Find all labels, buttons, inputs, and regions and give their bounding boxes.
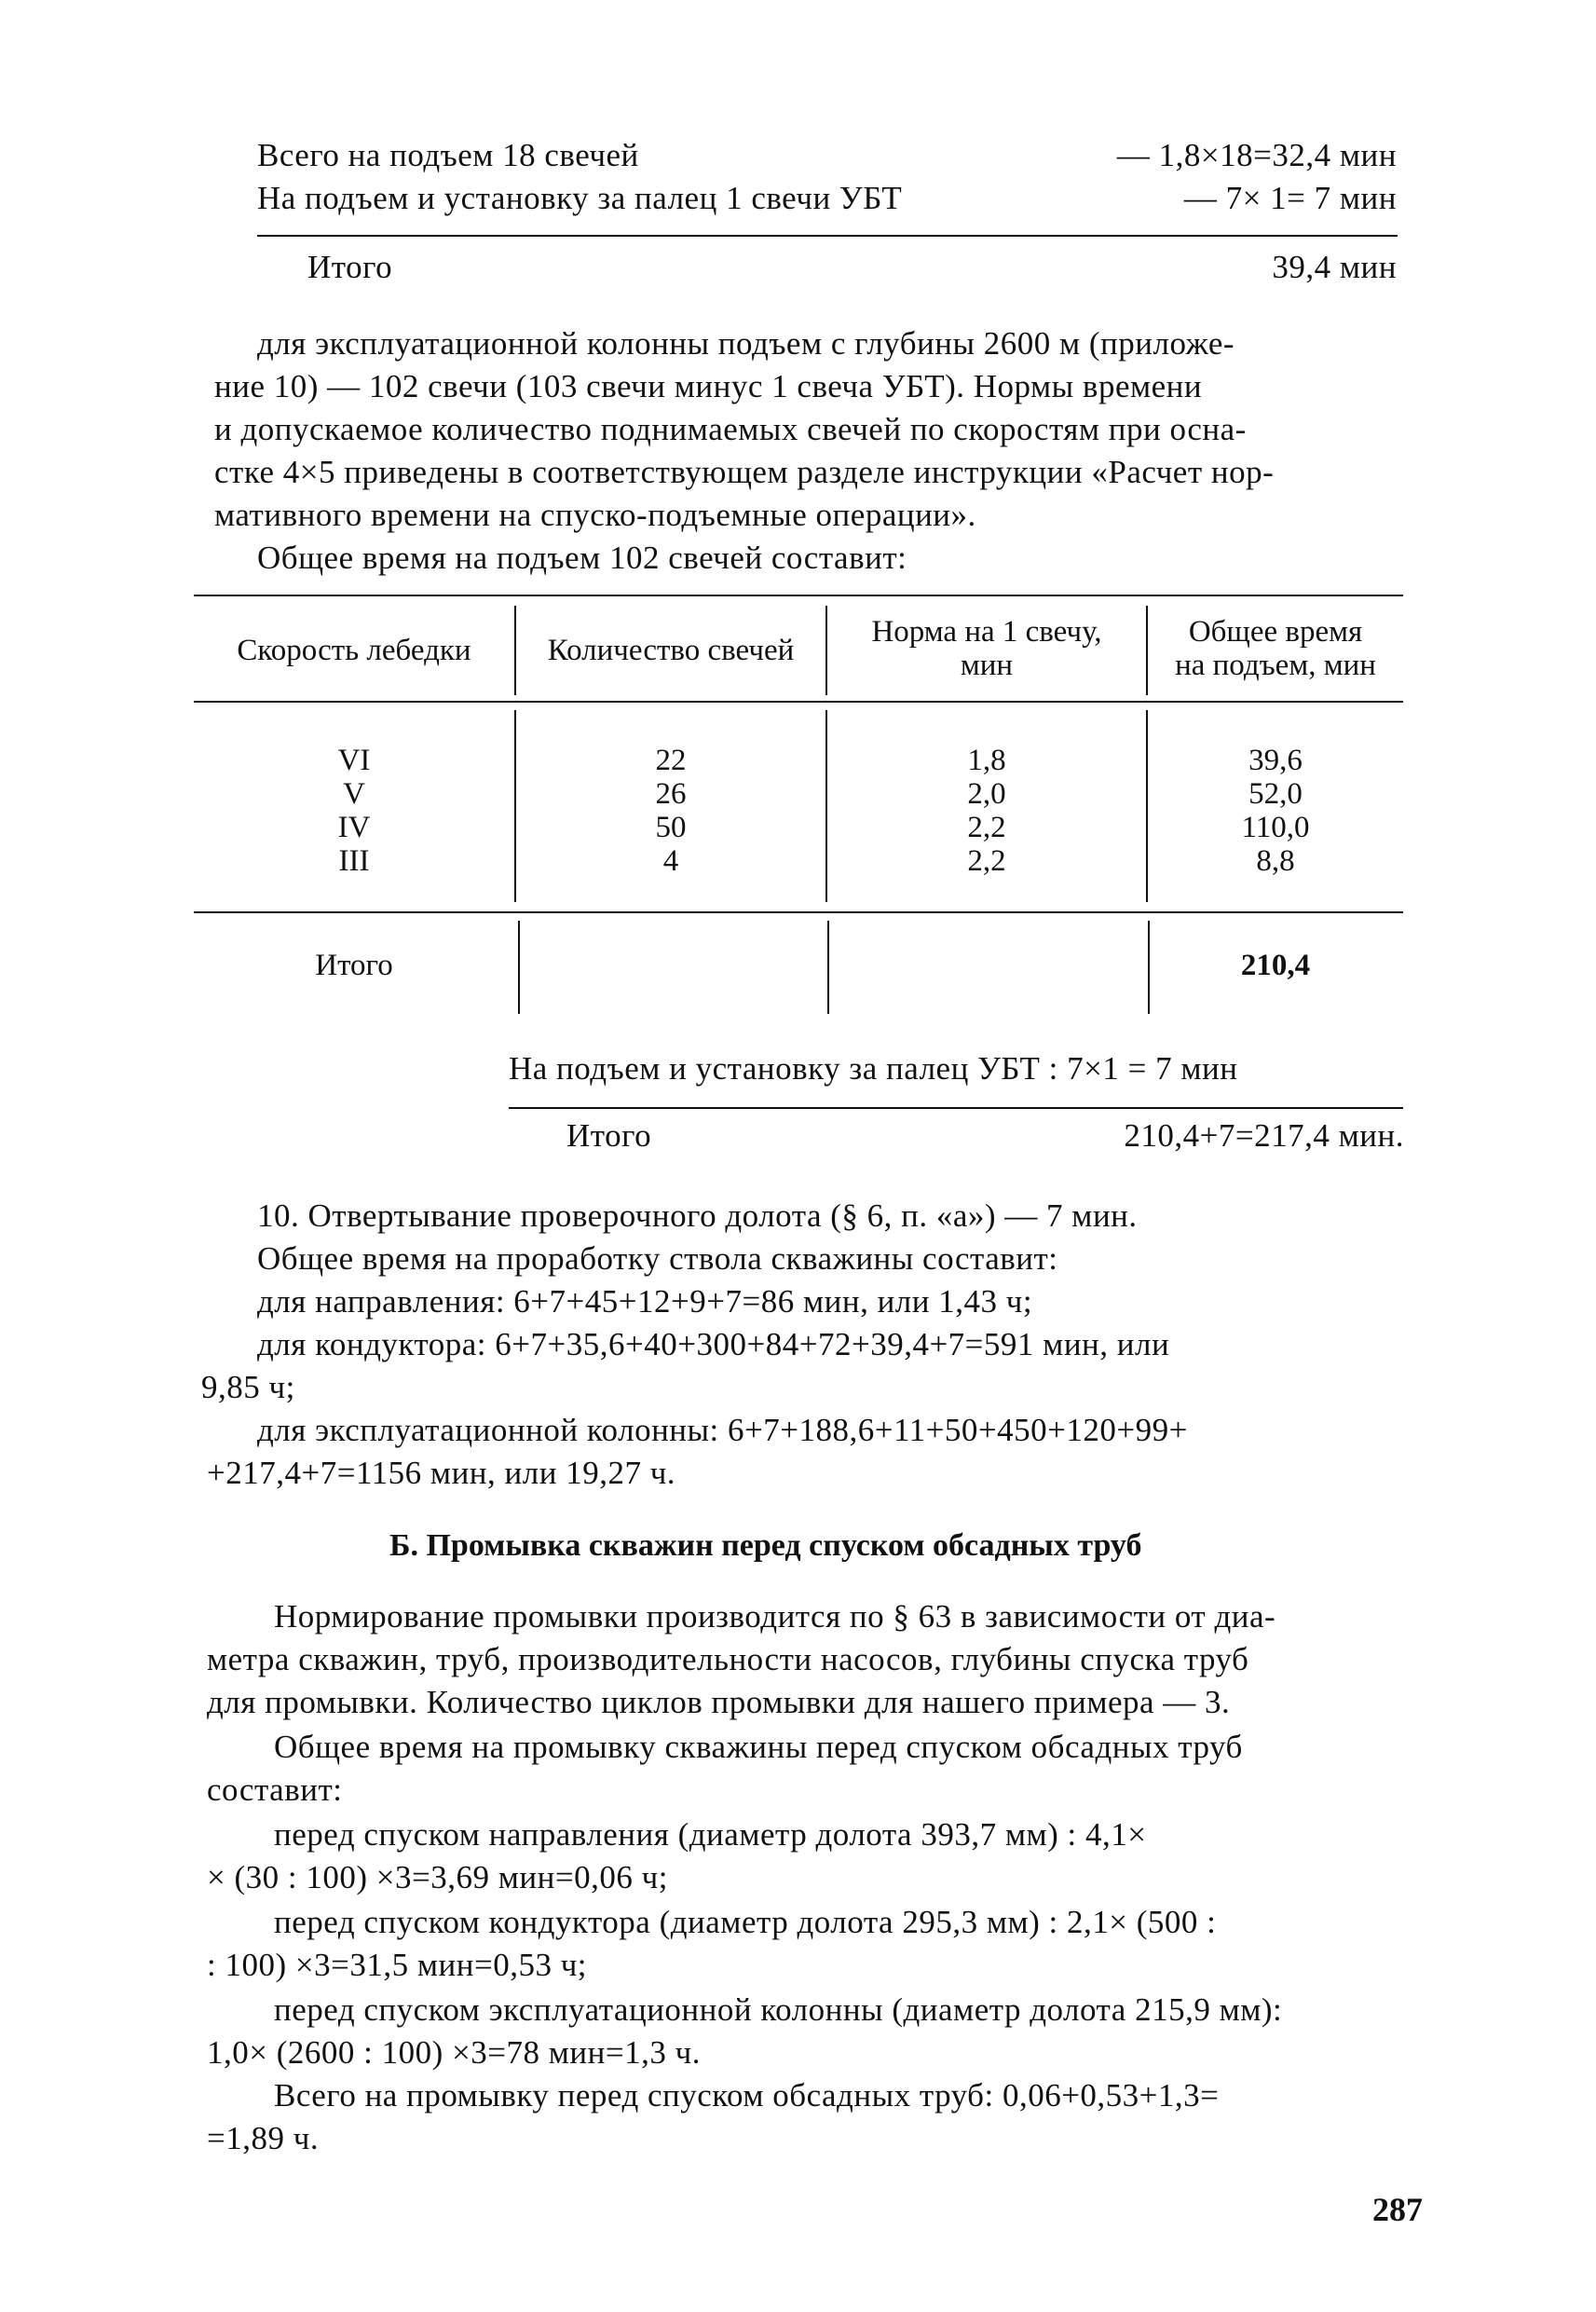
col-count <box>516 744 825 878</box>
top-row1-left: Всего на подъем 18 свечей <box>257 137 639 173</box>
table-total-value: 210,4 <box>1240 949 1311 982</box>
secb-p4-line2: : 100) ×3=31,5 мин=0,53 ч; <box>207 1947 588 1983</box>
sec10-line7: +217,4+7=1156 мин, или 19,27 ч. <box>207 1455 676 1491</box>
table-cell: 52,0 <box>1248 777 1303 811</box>
table-cell: 1,8 <box>967 744 1006 777</box>
table-cell: 39,6 <box>1248 744 1303 777</box>
secb-p4-line1: перед спуском кондуктора (диаметр долота 295,3 мм) : 2,1× (500 : <box>274 1904 1217 1940</box>
table-cell: 50 <box>655 811 687 844</box>
table-cell: 8,8 <box>1256 844 1295 878</box>
after-table-rule <box>509 1107 1403 1109</box>
para1-line4: стке 4×5 приведены в соответствующем разделе инструкции «Расчет нор- <box>214 454 1275 490</box>
table-cell: V <box>343 777 365 811</box>
table-cell: 22 <box>655 744 687 777</box>
top-row1-right: — 1,8×18=32,4 мин <box>1116 137 1397 173</box>
secb-p5-line1: перед спуском эксплуатационной колонны (диаметр долота 215,9 мм): <box>274 1991 1283 2028</box>
top-row2-left: На подъем и установку за палец 1 свечи УБТ <box>257 180 903 216</box>
header-count: Количество свечей <box>547 634 795 667</box>
para1-line6: Общее время на подъем 102 свечей составит: <box>257 540 907 576</box>
page-number: 287 <box>1372 2191 1423 2228</box>
table-total-label: Итого <box>315 949 393 982</box>
para1-line5: мативного времени на спуско-подъемные операции». <box>214 497 976 533</box>
header-total-line2: на подъем, мин <box>1175 649 1376 682</box>
sec10-line4: для кондуктора: 6+7+35,6+40+300+84+72+39,4+7=591 мин, или <box>257 1326 1170 1362</box>
top-row2-right: — 7× 1= 7 мин <box>1183 180 1397 216</box>
sec10-line6: для эксплуатационной колонны: 6+7+188,6+11+50+450+120+99+ <box>257 1412 1188 1448</box>
table-cell: 2,2 <box>967 811 1006 844</box>
header-speed: Скорость лебедки <box>237 634 471 667</box>
sec10-line1: 10. Отвертывание проверочного долота (§ 6, п. «а») — 7 мин. <box>257 1197 1138 1234</box>
after-table-total-label: Итого <box>566 1117 652 1154</box>
secb-p2-line1: Общее время на промывку скважины перед спуском обсадных труб <box>274 1729 1243 1765</box>
header-total-line1: Общее время <box>1188 615 1363 649</box>
after-table-line1: На подъем и установку за палец УБТ : 7×1 = 7 мин <box>509 1050 1238 1087</box>
table-top-rule <box>194 595 1403 596</box>
header-norm <box>827 615 1146 682</box>
table-vrule-2c <box>827 921 829 1014</box>
top-total-value: 39,4 мин <box>1272 249 1397 285</box>
secb-p1-line2: метра скважин, труб, производительности насосов, глубины спуска труб <box>207 1641 1249 1677</box>
table-cell: 4 <box>662 844 679 878</box>
table-cell: 2,2 <box>967 844 1006 878</box>
table-cell: IV <box>337 811 371 844</box>
header-norm-line1: Норма на 1 свечу, <box>871 615 1102 649</box>
col-norm <box>827 744 1146 878</box>
sec10-line2: Общее время на проработку ствола скважины составит: <box>257 1240 1058 1277</box>
top-total-rule <box>257 235 1398 237</box>
col-total <box>1148 744 1403 878</box>
table-cell: VI <box>337 744 371 777</box>
para1-line1: для эксплуатационной колонны подъем с глубины 2600 м (приложе- <box>257 325 1235 362</box>
secb-p6-line2: =1,89 ч. <box>207 2120 320 2156</box>
table-total-rule <box>194 911 1403 913</box>
table-header-rule <box>194 701 1403 703</box>
table-cell: III <box>338 844 370 878</box>
para1-line3: и допускаемое количество поднимаемых свечей по скоростям при осна- <box>214 411 1247 447</box>
table-cell: 2,0 <box>967 777 1006 811</box>
sec10-line3: для направления: 6+7+45+12+9+7=86 мин, или 1,43 ч; <box>257 1283 1033 1320</box>
top-total-label: Итого <box>307 249 393 285</box>
secb-p2-line2: составит: <box>207 1772 343 1808</box>
table-cell: 110,0 <box>1241 811 1310 844</box>
secb-p1-line3: для промывки. Количество циклов промывки для нашего примера — 3. <box>207 1684 1231 1720</box>
header-total <box>1148 615 1403 682</box>
para1-line2: ние 10) — 102 свечи (103 свечи минус 1 свеча УБТ). Нормы времени <box>214 368 1203 404</box>
secb-p6-line1: Всего на промывку перед спуском обсадных труб: 0,06+0,53+1,3= <box>274 2077 1220 2114</box>
section-b-heading: Б. Промывка скважин перед спуском обсадных труб <box>389 1528 1142 1563</box>
after-table-total-value: 210,4+7=217,4 мин. <box>1124 1117 1404 1154</box>
secb-p5-line2: 1,0× (2600 : 100) ×3=78 мин=1,3 ч. <box>207 2034 701 2071</box>
col-speed <box>194 744 514 878</box>
sec10-line5: 9,85 ч; <box>201 1369 295 1405</box>
secb-p1-line1: Нормирование промывки производится по § 63 в зависимости от диа- <box>274 1598 1276 1635</box>
table-cell: 26 <box>655 777 687 811</box>
header-norm-line2: мин <box>960 649 1014 682</box>
secb-p3-line1: перед спуском направления (диаметр долота 393,7 мм) : 4,1× <box>274 1816 1147 1853</box>
secb-p3-line2: × (30 : 100) ×3=3,69 мин=0,06 ч; <box>207 1859 668 1895</box>
table-vrule-1c <box>518 921 520 1014</box>
